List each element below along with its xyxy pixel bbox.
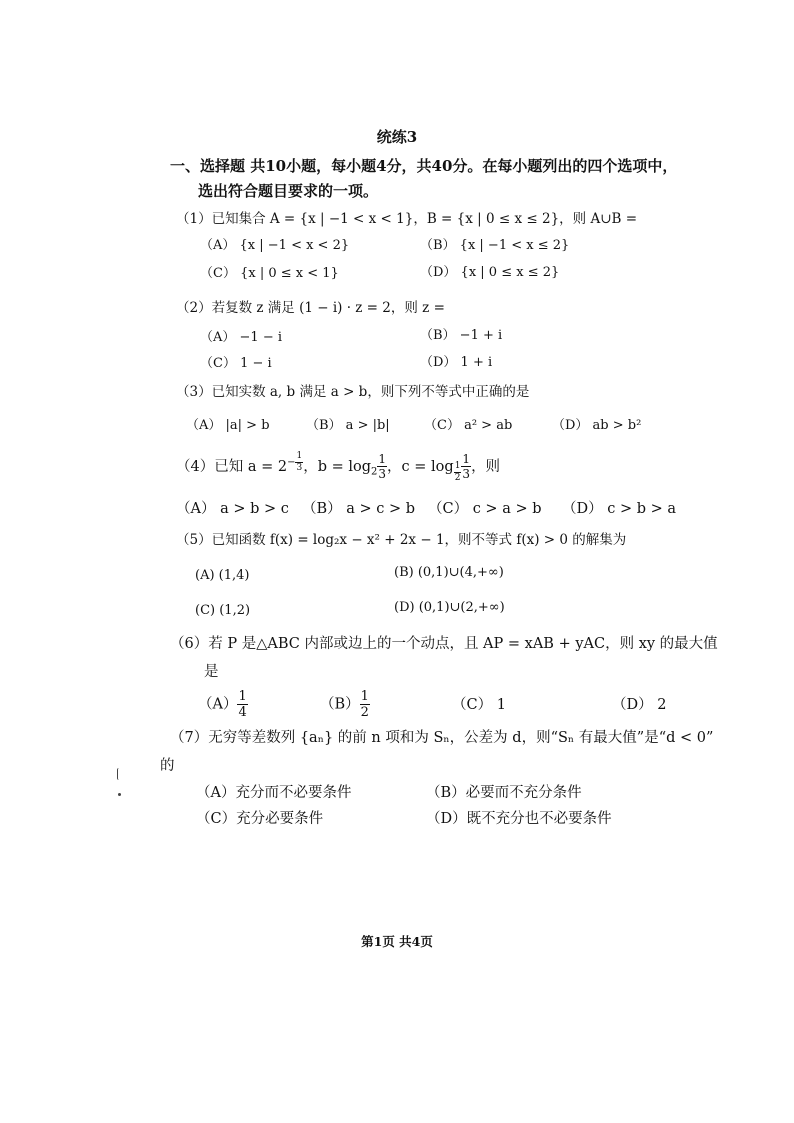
- question-1-option-b: （B） {x | −1 < x ≤ 2}: [420, 238, 570, 253]
- question-7-option-c: （C）充分必要条件: [196, 811, 324, 827]
- question-4-c-expr: ，c = log: [387, 458, 454, 475]
- question-3-option-b: （B） a > |b|: [306, 418, 390, 433]
- question-4-c-fraction: $\frac{1}{3}$: [462, 452, 471, 482]
- question-3-option-a: （A） |a| > b: [186, 418, 270, 433]
- page-title: 统练3: [376, 128, 418, 146]
- question-2-option-b: （B） −1 + i: [420, 328, 503, 343]
- section-heading-line2: 选出符合题目要求的一项。: [198, 182, 379, 200]
- question-6-option-a-fraction: $\frac{1}{4}$: [238, 689, 247, 720]
- question-6-option-a: （A） $\frac{1}{4}$: [198, 689, 247, 720]
- question-7-option-d: （D）既不充分也不必要条件: [426, 811, 612, 827]
- question-7-option-a: （A）充分而不必要条件: [196, 785, 352, 801]
- question-5-option-a: (A) (1,4): [195, 568, 250, 583]
- question-4-stem: [176, 452, 500, 483]
- question-4-b-expr: ，b = log: [303, 458, 372, 475]
- section-heading-line1: 一、选择题 共10小题，每小题4分，共40分。在每小题列出的四个选项中，: [170, 157, 678, 175]
- question-5-stem: （5）已知函数 f(x) = log₂x − x² + 2x − 1，则不等式 f(x) > 0 的解集为: [176, 532, 627, 548]
- question-4-a-exp-sign: −: [287, 457, 296, 468]
- question-4-a-expr: a = 2: [247, 458, 288, 475]
- question-4-suffix: ，则: [471, 458, 501, 475]
- question-4-b-base: 2: [371, 466, 378, 478]
- question-4-c-base-fraction: 1 2: [454, 460, 461, 483]
- question-4-a-exp-fraction: $\frac{1}{3}$: [296, 451, 303, 473]
- question-2-option-c: （C） 1 − i: [200, 356, 272, 371]
- question-6-stem-line1: （6）若 P 是△ABC 内部或边上的一个动点，且 AP = xAB + yAC，则 xy 的最大值: [170, 636, 718, 652]
- question-4-option-b: （B） a > c > b: [302, 501, 416, 517]
- question-5-option-b: (B) (0,1)∪(4,+∞): [394, 565, 504, 580]
- question-7-stem-line2: 的: [160, 758, 175, 774]
- question-5-option-d: (D) (0,1)∪(2,+∞): [394, 600, 505, 615]
- question-4-b-fraction: $\frac{1}{3}$: [378, 452, 387, 482]
- scan-mark: [117, 768, 121, 780]
- question-1-option-c: （C） {x | 0 ≤ x < 1}: [200, 266, 339, 281]
- question-4-option-a: （A） a > b > c: [176, 501, 289, 517]
- question-1-stem: （1）已知集合 A = {x | −1 < x < 1}，B = {x | 0 ≤ x ≤ 2}，则 A∪B =: [176, 211, 638, 227]
- question-2-stem: （2）若复数 z 满足 (1 − i) · z = 2，则 z =: [176, 300, 445, 316]
- question-2-option-a: （A） −1 − i: [200, 330, 282, 345]
- question-5-option-c: (C) (1,2): [195, 603, 251, 618]
- question-2-option-d: （D） 1 + i: [420, 355, 493, 370]
- scan-dot: [118, 793, 121, 796]
- question-4-option-d: （D） c > b > a: [562, 501, 677, 517]
- question-6-stem-line2: 是: [204, 664, 219, 680]
- question-3-stem: （3）已知实数 a, b 满足 a > b，则下列不等式中正确的是: [176, 384, 530, 400]
- page-footer: 第1页 共4页: [361, 934, 433, 949]
- question-6-option-c: （C） 1: [452, 697, 506, 713]
- question-4-option-c: （C） c > a > b: [428, 501, 542, 517]
- question-3-option-d: （D） ab > b²: [552, 418, 642, 433]
- question-6-option-d: （D） 2: [612, 697, 667, 713]
- question-3-option-c: （C） a² > ab: [424, 418, 513, 433]
- question-6-option-b-fraction: $\frac{1}{2}$: [360, 689, 369, 720]
- question-1-option-d: （D） {x | 0 ≤ x ≤ 2}: [420, 265, 560, 280]
- question-4-prefix: （4）已知: [176, 458, 244, 475]
- question-7-option-b: （B）必要而不充分条件: [426, 785, 582, 801]
- question-7-stem-line1: （7）无穷等差数列 {aₙ} 的前 n 项和为 Sₙ，公差为 d，则“Sₙ 有最大值”是“d < 0”: [170, 730, 714, 746]
- question-1-option-a: （A） {x | −1 < x < 2}: [200, 238, 350, 253]
- question-6-option-b: （B） $\frac{1}{2}$: [320, 689, 369, 720]
